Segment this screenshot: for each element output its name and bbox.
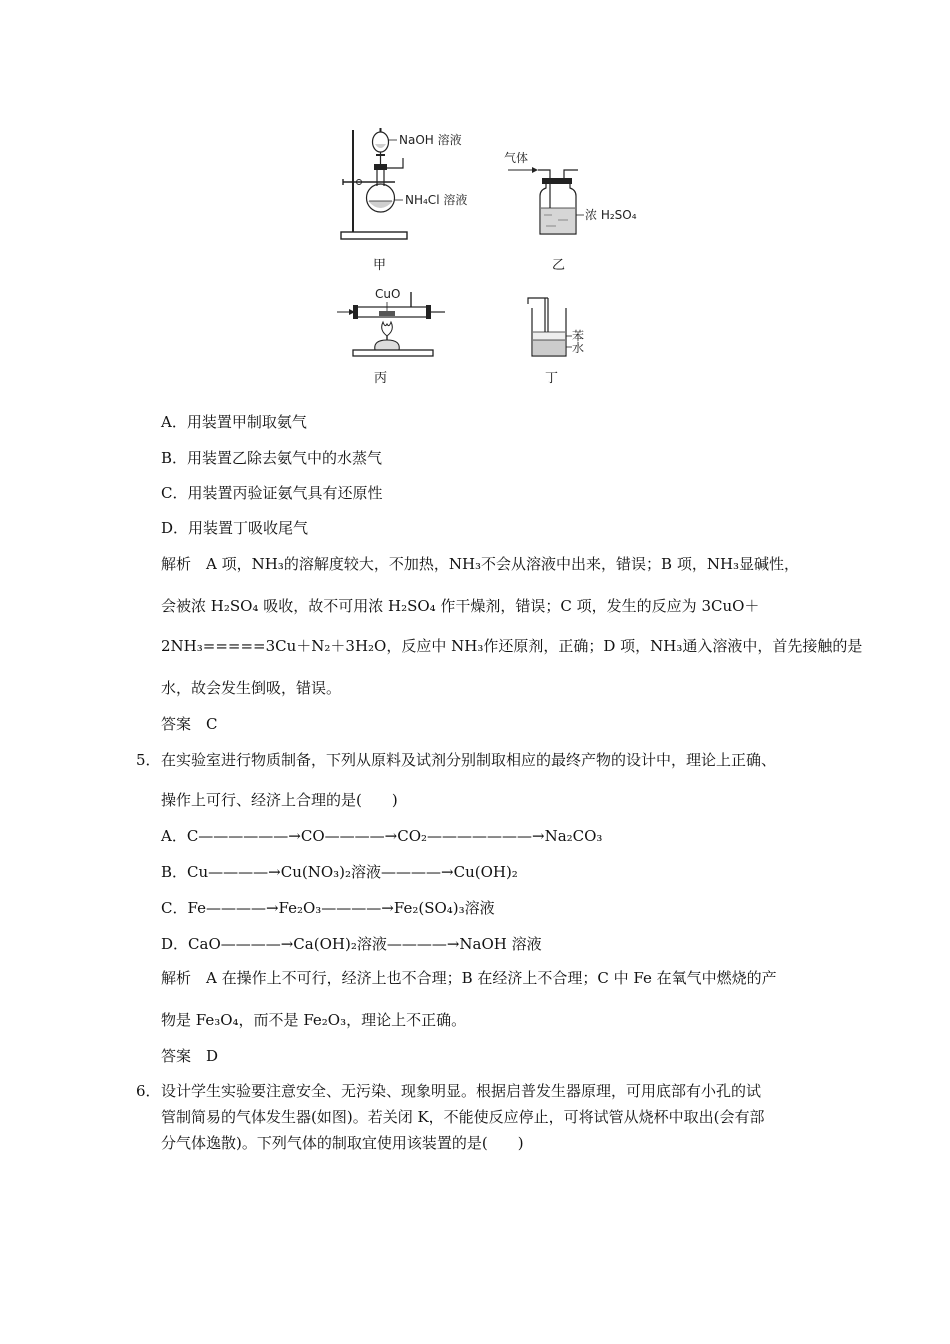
q5-stem-line-2: 操作上可行、经济上合理的是( ) xyxy=(161,791,398,809)
q4-analysis-line-2: 会被浓 H₂SO₄ 吸收，故不可用浓 H₂SO₄ 作干燥剂，错误；C 项，发生的反应为 3CuO＋ xyxy=(161,597,760,615)
figure-label-yi: 乙 xyxy=(552,258,566,273)
q5-stem-line-1: 在实验室进行物质制备，下列从原料及试剂分别制取相应的最终产物的设计中，理论上正确、 xyxy=(161,751,777,769)
label-nh4cl-solution: NH₄Cl 溶液 xyxy=(405,193,468,207)
q4-analysis-line-4: 水，故会发生倒吸，错误。 xyxy=(161,679,342,697)
q5-answer: 答案 D xyxy=(161,1047,219,1065)
q6-stem-line-2: 管制简易的气体发生器(如图)。若关闭 K，不能使反应停止，可将试管从烧杯中取出(会有部 xyxy=(161,1108,765,1126)
label-water: 水 xyxy=(572,341,585,355)
apparatus-figure-ding xyxy=(518,294,588,362)
figure-label-bing: 丙 xyxy=(374,371,388,386)
q5-option-c: C．Fe————→Fe₂O₃————→Fe₂(SO₄)₃溶液 xyxy=(161,899,495,917)
label-benzene: 苯 xyxy=(572,329,585,343)
apparatus-figure-yi xyxy=(500,148,645,240)
label-cuo: CuO xyxy=(375,287,401,301)
q5-analysis-line-1: 解析 A 在操作上不可行，经济上也不合理；B 在经济上不合理；C 中 Fe 在氧气中燃烧的产 xyxy=(161,969,777,987)
figure-label-ding: 丁 xyxy=(545,371,559,386)
apparatus-figure-bing xyxy=(333,284,453,362)
label-conc-h2so4: 浓 H₂SO₄ xyxy=(585,208,637,222)
label-naoh-solution: NaOH 溶液 xyxy=(399,133,462,147)
q4-answer: 答案 C xyxy=(161,715,218,733)
q4-analysis-line-1: 解析 A 项，NH₃的溶解度较大，不加热，NH₃不会从溶液中出来，错误；B 项，NH₃显碱性， xyxy=(161,555,800,573)
q5-number: 5． xyxy=(136,751,161,769)
q6-stem-line-3: 分气体逸散)。下列气体的制取宜使用该装置的是( ) xyxy=(161,1134,524,1152)
figure-label-jia: 甲 xyxy=(373,258,387,273)
q4-option-c: C．用装置丙验证氨气具有还原性 xyxy=(161,484,383,502)
q4-option-b: B．用装置乙除去氨气中的水蒸气 xyxy=(161,449,383,467)
apparatus-figure-jia xyxy=(335,122,485,247)
q6-stem-line-1: 设计学生实验要注意安全、无污染、现象明显。根据启普发生器原理，可用底部有小孔的试 xyxy=(161,1082,762,1100)
q5-analysis-line-2: 物是 Fe₃O₄，而不是 Fe₂O₃，理论上不正确。 xyxy=(161,1011,467,1029)
q4-option-d: D．用装置丁吸收尾气 xyxy=(161,519,309,537)
q4-option-a: A．用装置甲制取氨气 xyxy=(161,413,307,431)
q4-analysis-line-3: 2NH₃=====3Cu＋N₂＋3H₂O，反应中 NH₃作还原剂，正确；D 项，NH₃通入溶液中，首先接触的是 xyxy=(161,637,863,655)
q5-option-b: B．Cu————→Cu(NO₃)₂溶液————→Cu(OH)₂ xyxy=(161,863,518,881)
label-gas: 气体 xyxy=(504,151,529,165)
q5-option-d: D．CaO————→Ca(OH)₂溶液————→NaOH 溶液 xyxy=(161,935,542,953)
q5-option-a: A．C——————→CO————→CO₂———————→Na₂CO₃ xyxy=(161,827,603,845)
q6-number: 6． xyxy=(136,1082,161,1100)
